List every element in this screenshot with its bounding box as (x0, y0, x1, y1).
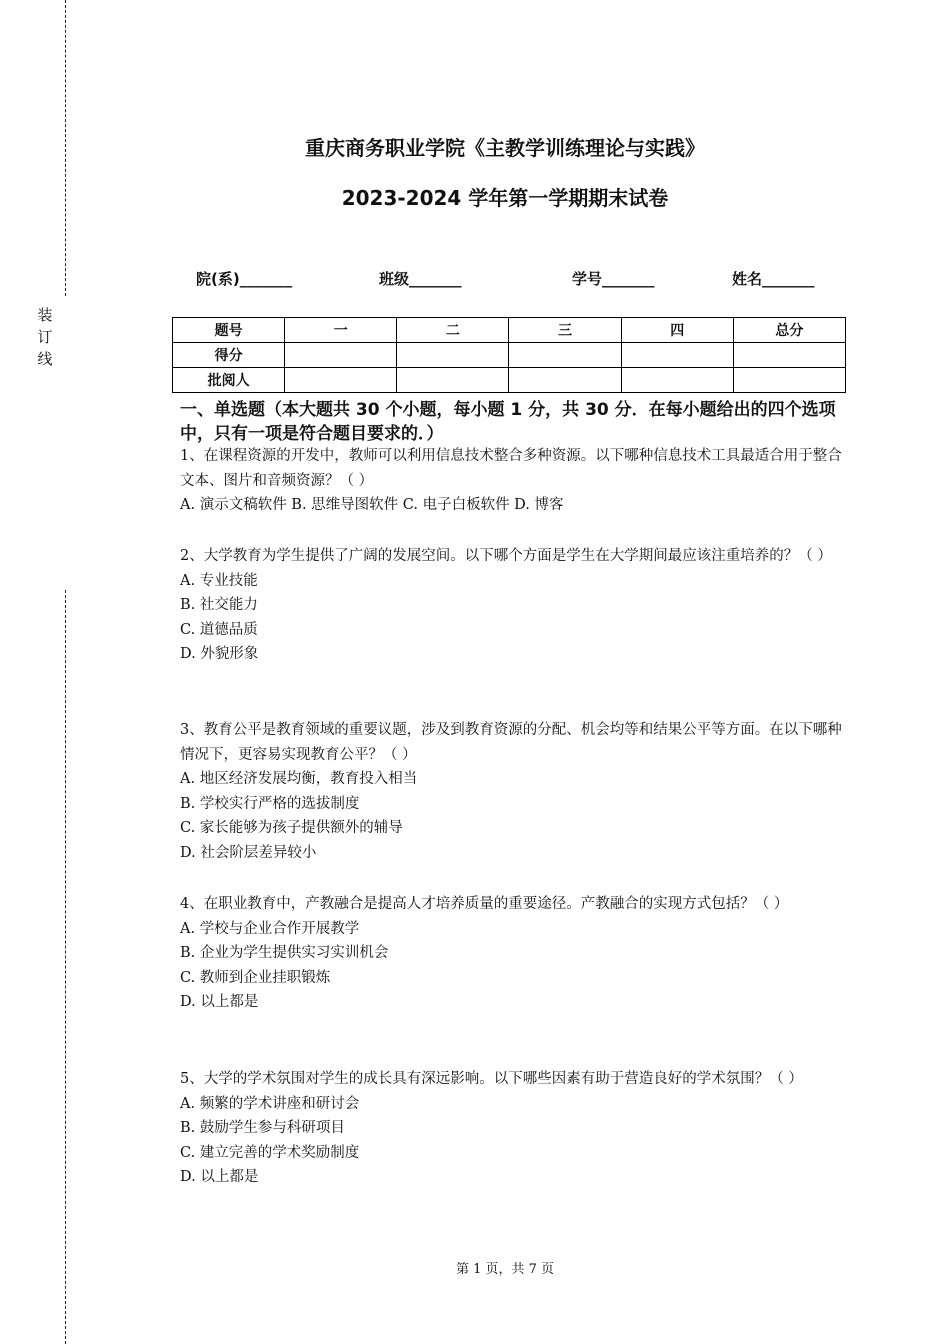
question-option: C. 教师到企业挂职锻炼 (180, 969, 331, 986)
table-header-cell: 题号 (173, 318, 285, 343)
question-option: A. 演示文稿软件 B. 思维导图软件 C. 电子白板软件 D. 博客 (180, 497, 564, 513)
question-stem: 2、大学教育为学生提供了广阔的发展空间。以下哪个方面是学生在大学期间最应该注重培养的？（ ） (180, 548, 832, 564)
question-option: A. 地区经济发展均衡，教育投入相当 (180, 771, 418, 787)
question-option: B. 企业为学生提供实习实训机会 (180, 945, 389, 961)
question-3 (180, 718, 852, 865)
name-field: 姓名_______ (732, 270, 815, 288)
question-option: B. 鼓励学生参与科研项目 (180, 1120, 345, 1136)
table-cell (397, 368, 509, 393)
question-option: D. 以上都是 (180, 994, 259, 1010)
table-cell (285, 343, 397, 368)
question-option: D. 以上都是 (180, 1169, 259, 1185)
binding-label: 装订线 (37, 306, 53, 368)
table-cell: 得分 (173, 343, 285, 368)
question-option: C. 建立完善的学术奖励制度 (180, 1144, 360, 1161)
table-header-cell: 一 (285, 318, 397, 343)
exam-subtitle: 2023-2024 学年第一学期期末试卷 (341, 186, 669, 210)
question-option: B. 社交能力 (180, 597, 258, 613)
section-title: 一、单选题（本大题共 30 个小题，每小题 1 分，共 30 分．在每小题给出的四个选项中，只有一项是符合题目要求的．） (180, 400, 836, 444)
question-5 (180, 1067, 852, 1190)
table-header-cell: 二 (397, 318, 509, 343)
question-option: C. 家长能够为孩子提供额外的辅导 (180, 820, 403, 836)
question-stem: 1、在课程资源的开发中，教师可以利用信息技术整合多种资源。以下哪种信息技术工具最适合用于整合文本、图片和音频资源？（ ） (180, 448, 842, 489)
table-cell (733, 368, 845, 393)
table-header-row (173, 318, 846, 343)
question-option: A. 专业技能 (180, 572, 258, 589)
table-cell: 批阅人 (173, 368, 285, 393)
table-cell (285, 368, 397, 393)
question-stem: 4、在职业教育中，产教融合是提高人才培养质量的重要途径。产教融合的实现方式包括？（ ） (180, 896, 789, 912)
question-option: A. 频繁的学术讲座和研讨会 (180, 1095, 360, 1112)
table-header-cell: 总分 (733, 318, 845, 343)
question-stem: 3、教育公平是教育领域的重要议题，涉及到教育资源的分配、机会均等和结果公平等方面。在以下哪种情况下，更容易实现教育公平？（ ） (180, 722, 842, 763)
table-cell (621, 368, 733, 393)
student-id-field: 学号_______ (572, 270, 655, 288)
question-option: D. 外貌形象 (180, 646, 259, 662)
question-2 (180, 544, 852, 667)
question-option: C. 道德品质 (180, 621, 258, 638)
question-1 (180, 444, 852, 518)
table-cell (733, 343, 845, 368)
table-cell (621, 343, 733, 368)
table-cell (397, 343, 509, 368)
score-table (172, 317, 846, 393)
question-option: D. 社会阶层差异较小 (180, 844, 317, 861)
table-row (173, 343, 846, 368)
question-option: A. 学校与企业合作开展教学 (180, 920, 360, 937)
department-field: 院(系)_______ (196, 270, 293, 288)
binding-line-bottom (65, 590, 66, 1344)
class-field: 班级_______ (379, 270, 462, 288)
exam-title: 重庆商务职业学院《主教学训练理论与实践》 (305, 136, 705, 160)
table-cell (509, 368, 621, 393)
table-header-cell: 四 (621, 318, 733, 343)
question-option: B. 学校实行严格的选拔制度 (180, 795, 360, 812)
table-header-cell: 三 (509, 318, 621, 343)
question-4 (180, 892, 852, 1015)
table-cell (509, 343, 621, 368)
page-footer: 第 1 页，共 7 页 (455, 1262, 555, 1277)
table-row (173, 368, 846, 393)
question-stem: 5、大学的学术氛围对学生的成长具有深远影响。以下哪些因素有助于营造良好的学术氛围？（ ） (180, 1071, 803, 1087)
